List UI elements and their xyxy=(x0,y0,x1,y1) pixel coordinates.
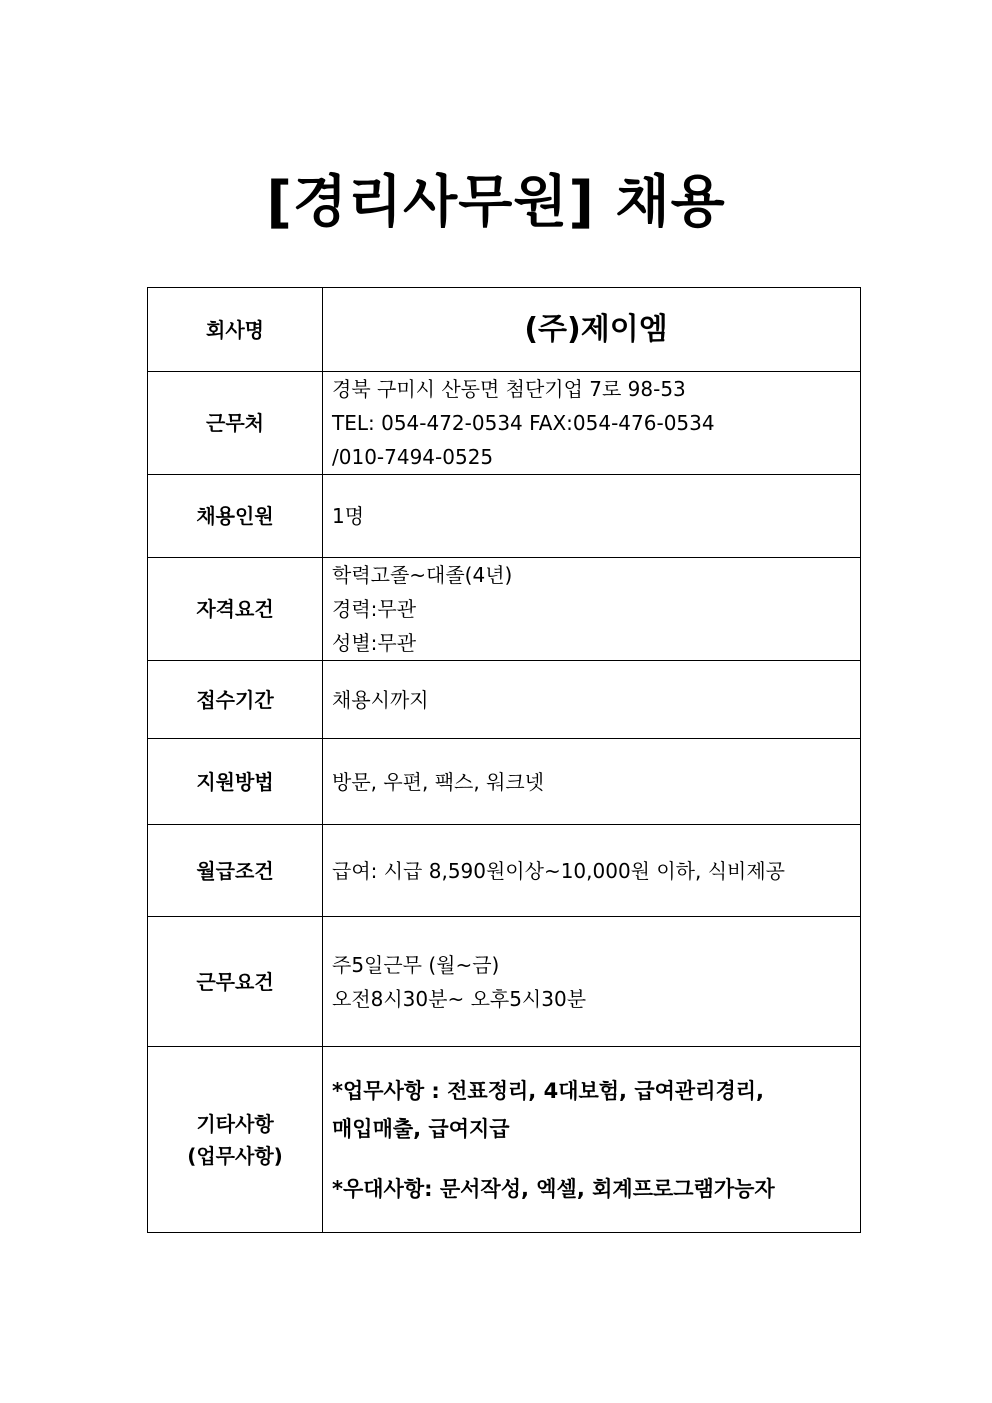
value-company: (주)제이엠 xyxy=(323,288,861,372)
row-etc xyxy=(148,1047,861,1233)
job-posting-table xyxy=(147,287,861,1233)
duties-line2: 매입매출, 급여지급 xyxy=(332,1116,510,1141)
label-method: 지원방법 xyxy=(148,739,323,825)
qualification-education: 학력고졸~대졸(4년) xyxy=(332,563,513,587)
row-company xyxy=(148,288,861,372)
spacer xyxy=(332,1148,860,1170)
row-conditions xyxy=(148,917,861,1047)
workplace-phone-fax: TEL: 054-472-0534 FAX:054-476-0534 xyxy=(332,411,715,435)
label-headcount: 채용인원 xyxy=(148,475,323,558)
value-method: 방문, 우편, 팩스, 워크넷 xyxy=(323,739,861,825)
duties-line1: *업무사항 : 전표정리, 4대보험, 급여관리경리, xyxy=(332,1078,765,1103)
value-etc xyxy=(323,1047,861,1233)
workplace-address: 경북 구미시 산동면 첨단기업 7로 98-53 xyxy=(332,377,686,401)
value-period: 채용시까지 xyxy=(323,661,861,739)
value-salary: 급여: 시급 8,590원이상~10,000원 이하, 식비제공 xyxy=(323,825,861,917)
value-workplace xyxy=(323,372,861,475)
label-company: 회사명 xyxy=(148,288,323,372)
condition-hours: 오전8시30분~ 오후5시30분 xyxy=(332,986,587,1011)
label-workplace: 근무처 xyxy=(148,372,323,475)
label-conditions: 근무요건 xyxy=(148,917,323,1047)
row-qualifications xyxy=(148,558,861,661)
row-salary xyxy=(148,825,861,917)
row-workplace xyxy=(148,372,861,475)
value-headcount: 1명 xyxy=(323,475,861,558)
label-period: 접수기간 xyxy=(148,661,323,739)
preferred-line: *우대사항: 문서작성, 엑셀, 회계프로그램가능자 xyxy=(332,1176,775,1201)
workplace-mobile: /010-7494-0525 xyxy=(332,445,494,469)
row-method xyxy=(148,739,861,825)
label-salary: 월급조건 xyxy=(148,825,323,917)
value-conditions xyxy=(323,917,861,1047)
label-etc-line1: 기타사항 xyxy=(196,1111,274,1136)
row-period xyxy=(148,661,861,739)
label-etc xyxy=(148,1047,323,1233)
qualification-gender: 성별:무관 xyxy=(332,631,417,655)
label-qualifications: 자격요건 xyxy=(148,558,323,661)
label-etc-line2: (업무사항) xyxy=(187,1143,283,1168)
value-qualifications xyxy=(323,558,861,661)
page-title: [경리사무원] 채용 xyxy=(266,170,726,235)
qualification-experience: 경력:무관 xyxy=(332,597,417,621)
row-headcount xyxy=(148,475,861,558)
condition-days: 주5일근무 (월~금) xyxy=(332,952,500,977)
